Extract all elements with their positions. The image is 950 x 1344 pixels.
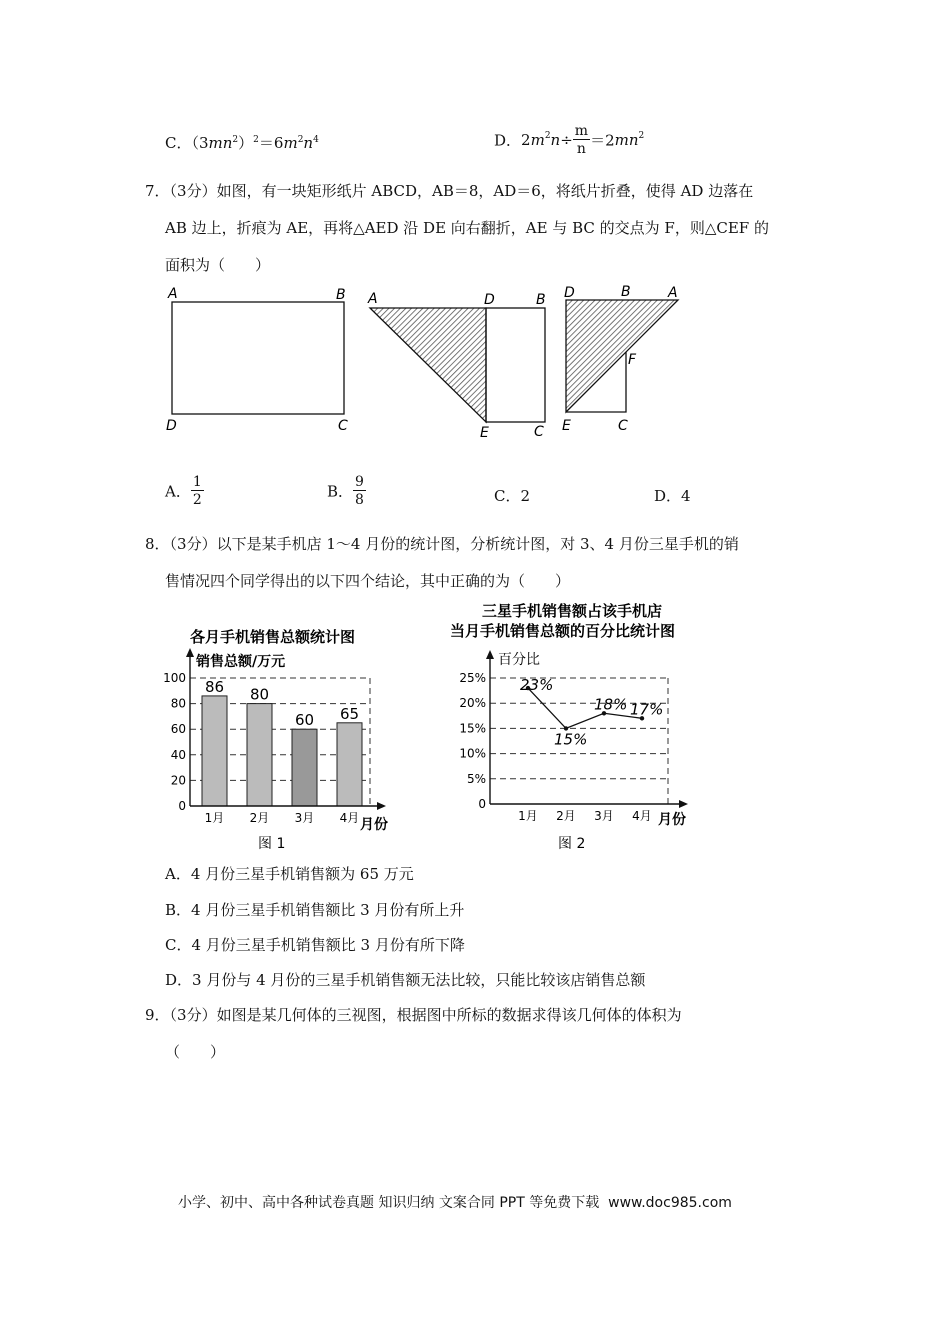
chart1-caption: 图 1 [258, 836, 286, 852]
chart2-data-label: 23% [520, 676, 554, 695]
chart1-bar [202, 696, 227, 806]
q7-folding-figures [160, 282, 700, 444]
chart2-ytick: 15% [459, 721, 486, 736]
chart1-data-label: 86 [204, 677, 225, 696]
fig3-label-b: B [621, 284, 631, 300]
q6-option-c: C．$(3mn^2)^2=6m^2n^4$ [165, 134, 319, 152]
fig3-label-d: D [564, 285, 575, 301]
q7-option-b: B． $\frac{9}{8}$ [327, 474, 364, 508]
chart2-y-arrow [486, 650, 494, 659]
q8-option-d: D．3 月份与 4 月份的三星手机销售额无法比较，只能比较该店销售总额 [165, 971, 646, 989]
chart1-xtick: 1月 [204, 811, 225, 825]
footer-link[interactable]: www.doc985.com [608, 1195, 732, 1211]
fig3-label-a: A [668, 285, 678, 301]
chart1-xlabel: 月份 [360, 817, 388, 833]
chart1-bar [337, 723, 362, 806]
fig3-label-e: E [562, 418, 571, 434]
chart2-xtick: 3月 [594, 809, 614, 823]
q7-line-2: AB 边上，折痕为 AE，再将△AED 沿 DE 向右翻折，AE 与 BC 的交点为 F，则△CEF 的 [165, 219, 769, 237]
chart2-xtick: 4月 [632, 809, 652, 823]
fig1-label-a: A [168, 286, 178, 302]
chart-samsung-percentage [440, 596, 710, 858]
chart1-ytick: 100 [163, 671, 186, 685]
fig1-rectangle [172, 302, 344, 414]
q8-line-1: 8．（3分）以下是某手机店 1～4 月份的统计图，分析统计图，对 3、4 月份三星手机的销 [145, 535, 739, 553]
q9-line-1: 9．（3分）如图是某几何体的三视图，根据图中所标的数据求得该几何体的体积为 [145, 1006, 682, 1024]
q7-line-1: 7．（3分）如图，有一块矩形纸片 ABCD，AB＝8，AD＝6，将纸片折叠，使得 AD 边落在 [145, 182, 754, 200]
chart2-ylabel: 百分比 [498, 652, 540, 668]
q7-option-d: D．4 [654, 487, 691, 505]
chart1-ytick: 60 [170, 722, 186, 737]
chart2-xtick: 1月 [518, 809, 538, 823]
fig2-rectangle [486, 308, 545, 422]
chart1-ytick: 0 [178, 799, 186, 813]
chart1-ytick: 80 [170, 696, 186, 711]
q8-option-b: B．4 月份三星手机销售额比 3 月份有所上升 [165, 901, 465, 919]
chart2-data-label: 17% [630, 700, 664, 719]
chart1-data-label: 80 [249, 685, 270, 704]
chart1-data-label: 60 [294, 711, 315, 730]
chart2-title: 三星手机销售额占该手机店 [482, 602, 663, 620]
fig3-label-c: C [618, 418, 628, 434]
q6-d-fraction: $\frac{m}{n}$ [574, 123, 589, 157]
chart2-data-label: 18% [594, 695, 628, 714]
chart1-data-label: 65 [339, 704, 360, 723]
chart1-bars [202, 678, 362, 825]
chart2-ytick: 25% [459, 671, 486, 685]
fig2-label-c: C [534, 424, 544, 440]
chart1-title: 各月手机销售总额统计图 [190, 628, 356, 646]
chart1-ytick: 40 [170, 747, 186, 762]
chart2-axes [486, 650, 688, 808]
fig1-label-c: C [338, 418, 348, 434]
fig2-label-d: D [484, 292, 495, 308]
q7-option-a: A． $\frac{1}{2}$ [165, 474, 202, 508]
q6-option-d: D．$2m^2n\div$ $\frac{m}{n}$ $=2mn^2$ [494, 123, 645, 157]
fig1-label-d: D [166, 418, 177, 434]
chart1-ytick: 20 [170, 773, 186, 788]
fig2-label-b: B [536, 292, 546, 308]
chart2-subtitle: 当月手机销售总额的百分比统计图 [450, 622, 676, 640]
chart2-caption: 图 2 [558, 836, 586, 852]
q7-option-c: C．2 [494, 487, 531, 505]
fig2-label-a: A [368, 291, 378, 307]
chart-monthly-sales-total [160, 618, 430, 858]
chart2-ytick: 20% [459, 696, 486, 711]
chart2-data-label: 15% [554, 730, 588, 749]
q8-line-2: 售情况四个同学得出的以下四个结论，其中正确的为（ ） [165, 572, 571, 590]
chart1-bar [292, 729, 317, 806]
chart2-ytick: 5% [466, 771, 486, 786]
fig1-label-b: B [336, 287, 346, 303]
chart1-ylabel: 销售总额/万元 [196, 654, 286, 670]
fig2-label-e: E [480, 425, 489, 441]
chart1-y-arrow [186, 648, 194, 657]
chart2-xtick: 2月 [556, 809, 576, 823]
chart1-xtick: 3月 [294, 811, 315, 825]
fig3-label-f: F [628, 352, 637, 368]
chart2-ytick: 0 [478, 797, 486, 811]
q7-line-3: 面积为（ ） [165, 256, 271, 274]
footer-text: 小学、初中、高中各种试卷真题 知识归纳 文案合同 PPT 等免费下载 [178, 1195, 600, 1211]
footer [178, 1192, 732, 1212]
chart2-ytick: 10% [459, 746, 486, 761]
q9-line-2: （ ） [165, 1043, 226, 1061]
fig2-shaded-triangle [370, 308, 486, 422]
q8-option-c: C．4 月份三星手机销售额比 3 月份有所下降 [165, 936, 465, 954]
fig3-shaded-triangle [566, 300, 678, 412]
chart1-xtick: 2月 [249, 811, 270, 825]
chart2-xlabel: 月份 [658, 812, 686, 828]
chart1-xtick: 4月 [339, 811, 360, 825]
chart1-bar [247, 704, 272, 806]
chart2-x-arrow [679, 800, 688, 808]
chart2-series [518, 676, 663, 823]
chart1-x-arrow [377, 802, 386, 810]
q8-option-a: A．4 月份三星手机销售额为 65 万元 [165, 865, 414, 883]
